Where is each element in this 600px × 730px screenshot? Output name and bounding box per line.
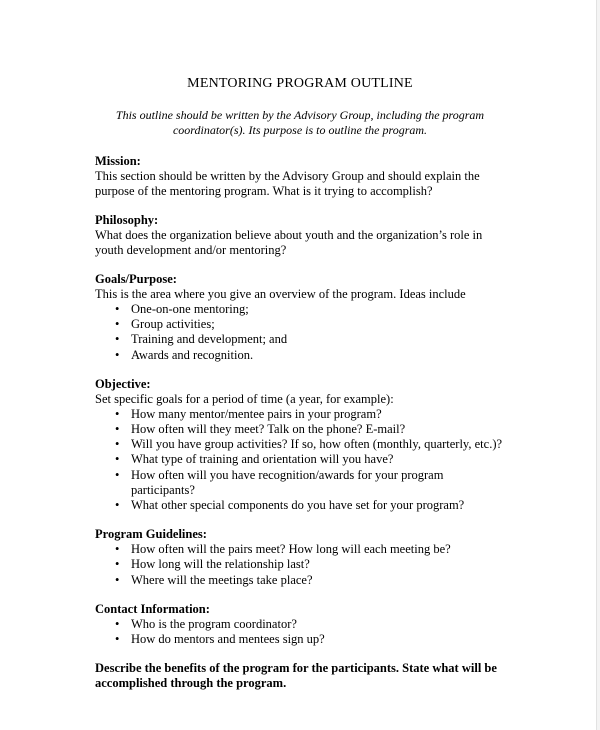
list-item-text: Group activities; bbox=[131, 317, 215, 332]
document-title: MENTORING PROGRAM OUTLINE bbox=[187, 76, 413, 91]
list-item bbox=[95, 437, 505, 452]
list-item bbox=[95, 573, 505, 588]
list-item bbox=[95, 348, 505, 363]
bullet-icon: • bbox=[115, 542, 120, 557]
list-item-text: How often will you have recognition/awards for your program participants? bbox=[131, 467, 444, 497]
bullet-icon: • bbox=[115, 467, 120, 482]
list-item-text: How many mentor/mentee pairs in your program? bbox=[131, 406, 382, 421]
bullet-icon: • bbox=[115, 302, 120, 316]
list-item bbox=[95, 317, 505, 332]
philosophy-text: What does the organization believe about youth and the organization’s role in youth development and/or mentoring? bbox=[95, 228, 483, 257]
objective-section bbox=[95, 377, 505, 513]
list-item-text: Where will the meetings take place? bbox=[131, 572, 313, 587]
list-item-text: What type of training and orientation will you have? bbox=[131, 452, 394, 467]
bullet-icon: • bbox=[115, 616, 120, 631]
philosophy-heading: Philosophy: bbox=[95, 213, 159, 227]
list-item bbox=[95, 407, 505, 422]
goals-text: This is the area where you give an overview of the program. Ideas include bbox=[95, 287, 466, 301]
guidelines-heading: Program Guidelines: bbox=[95, 527, 207, 542]
objective-heading: Objective: bbox=[95, 376, 151, 391]
list-item bbox=[95, 557, 505, 572]
document-intro: This outline should be written by the Advisory Group, including the program coordinator(s). Its purpose is to outline the program. bbox=[115, 108, 485, 137]
list-item-text: Who is the program coordinator? bbox=[131, 616, 297, 631]
list-item bbox=[95, 632, 505, 647]
objective-text: Set specific goals for a period of time (a year, for example): bbox=[95, 391, 394, 406]
philosophy-section bbox=[95, 213, 505, 258]
document-content bbox=[95, 76, 505, 691]
bullet-icon: • bbox=[115, 406, 120, 421]
list-item bbox=[95, 498, 505, 513]
list-item bbox=[95, 542, 505, 557]
list-item bbox=[95, 332, 505, 347]
list-item-text: How long will the relationship last? bbox=[131, 557, 310, 572]
list-item-text: One-on-one mentoring; bbox=[131, 302, 249, 316]
bullet-icon: • bbox=[115, 572, 120, 587]
list-item bbox=[95, 452, 505, 467]
bullet-icon: • bbox=[115, 557, 120, 572]
contact-heading: Contact Information: bbox=[95, 601, 210, 616]
guidelines-section bbox=[95, 527, 505, 588]
guidelines-list bbox=[95, 542, 505, 588]
list-item-text: How often will the pairs meet? How long will each meeting be? bbox=[131, 542, 451, 557]
goals-section bbox=[95, 272, 505, 363]
bullet-icon: • bbox=[115, 437, 120, 452]
objective-list bbox=[95, 407, 505, 513]
contact-list bbox=[95, 617, 505, 647]
bullet-icon: • bbox=[115, 452, 120, 467]
bullet-icon: • bbox=[115, 347, 120, 362]
bullet-icon: • bbox=[115, 422, 120, 437]
goals-heading: Goals/Purpose: bbox=[95, 272, 177, 286]
mission-text: This section should be written by the Advisory Group and should explain the purpose of the mentoring program. What is it trying to accomplish? bbox=[95, 169, 480, 198]
list-item-text: What other special components do you have set for your program? bbox=[131, 498, 465, 513]
list-item-text: Will you have group activities? If so, how often (monthly, quarterly, etc.)? bbox=[131, 437, 503, 452]
bullet-icon: • bbox=[115, 317, 120, 332]
bullet-icon: • bbox=[115, 632, 120, 647]
list-item-text: How do mentors and mentees sign up? bbox=[131, 632, 325, 647]
closing-statement: Describe the benefits of the program for the participants. State what will be accomplished through the program. bbox=[95, 661, 497, 691]
bullet-icon: • bbox=[115, 332, 120, 347]
list-item bbox=[95, 422, 505, 437]
list-item-text: How often will they meet? Talk on the phone? E-mail? bbox=[131, 422, 406, 437]
list-item bbox=[95, 468, 505, 498]
bullet-icon: • bbox=[115, 498, 120, 513]
mission-section bbox=[95, 154, 505, 199]
goals-list bbox=[95, 302, 505, 363]
list-item bbox=[95, 617, 505, 632]
list-item-text: Awards and recognition. bbox=[131, 347, 254, 362]
mission-heading: Mission: bbox=[95, 154, 141, 168]
list-item bbox=[95, 302, 505, 317]
contact-section bbox=[95, 602, 505, 647]
list-item-text: Training and development; and bbox=[131, 332, 288, 347]
